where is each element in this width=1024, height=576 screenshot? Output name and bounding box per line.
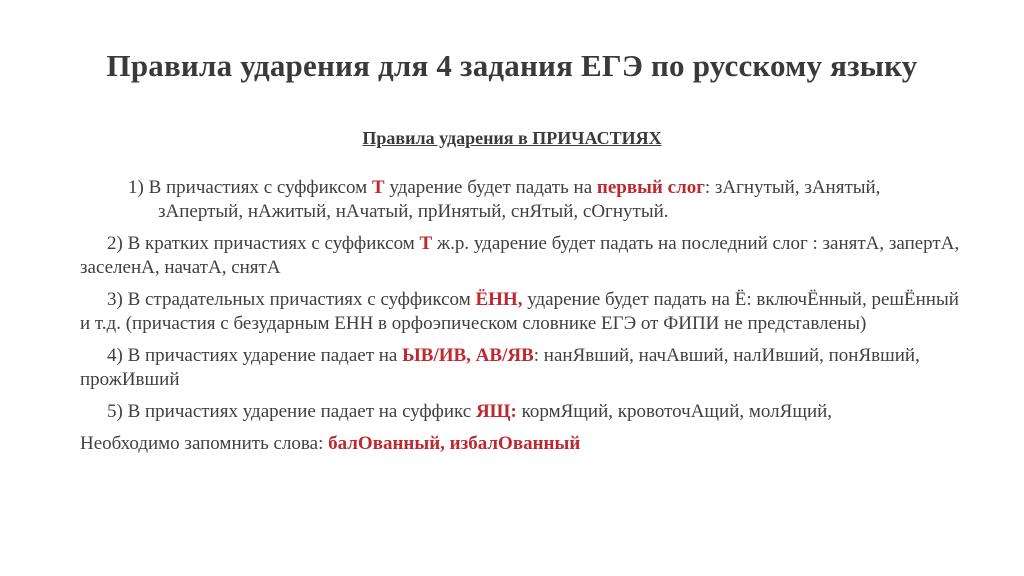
rule-4 [80, 344, 960, 392]
rule-5-examples: кормЯщий, кровоточАщий, молЯщий, [516, 401, 833, 422]
rule-5-suffix: ЯЩ: [475, 401, 517, 422]
rule-4-text: 4) В причастиях ударение падает на [107, 345, 403, 366]
rules-list [80, 176, 960, 464]
rule-5 [80, 400, 960, 424]
page-title: Правила ударения для 4 задания ЕГЭ по русскому языку [106, 48, 918, 83]
rule-3-text: 3) В страдательных причастиях с суффиксом [107, 289, 476, 310]
rule-1-text: 1) В причастиях с суффиксом [128, 177, 372, 198]
section-subtitle: Правила ударения в ПРИЧАСТИЯХ [362, 128, 662, 148]
rule-4-examples: : нанЯвший, начАвший, налИвший, понЯвший, прожИвший [80, 345, 920, 390]
rule-1-text-mid: ударение будет падать на [384, 177, 597, 198]
rule-4-suffix: ЫВ/ИВ, АВ/ЯВ [402, 345, 534, 366]
rule-2-text: 2) В кратких причастиях с суффиксом [107, 233, 420, 254]
rule-2 [80, 232, 960, 280]
rule-1-emphasis: первый слог [596, 177, 705, 198]
rule-5-text: 5) В причастиях ударение падает на суффикс [107, 401, 476, 422]
rule-3-examples: ударение будет падать на Ё: включЁнный, решЁнный и т.д. (причастия с безударным ЕНН в орфоэпическом словнике ЕГЭ от ФИПИ не представлены) [80, 289, 959, 334]
rule-2-examples: ж.р. ударение будет падать на последний слог : занятА, запертА, заселенА, начатА, снятА [80, 233, 960, 278]
rule-1-examples: : зАгнутый, зАнятый, зАпертый, нАжитый, нАчатый, прИнятый, снЯтый, сОгнутый. [158, 177, 881, 222]
memorize-note-text: Необходимо запомнить слова: [80, 433, 329, 454]
rule-1 [80, 176, 960, 224]
rule-3 [80, 288, 960, 336]
rule-2-suffix: Т [419, 233, 433, 254]
rule-3-suffix: ЁНН, [475, 289, 523, 310]
rule-1-suffix: Т [371, 177, 385, 198]
memorize-note-words: балОванный, избалОванный [328, 433, 581, 454]
memorize-note [80, 432, 960, 456]
